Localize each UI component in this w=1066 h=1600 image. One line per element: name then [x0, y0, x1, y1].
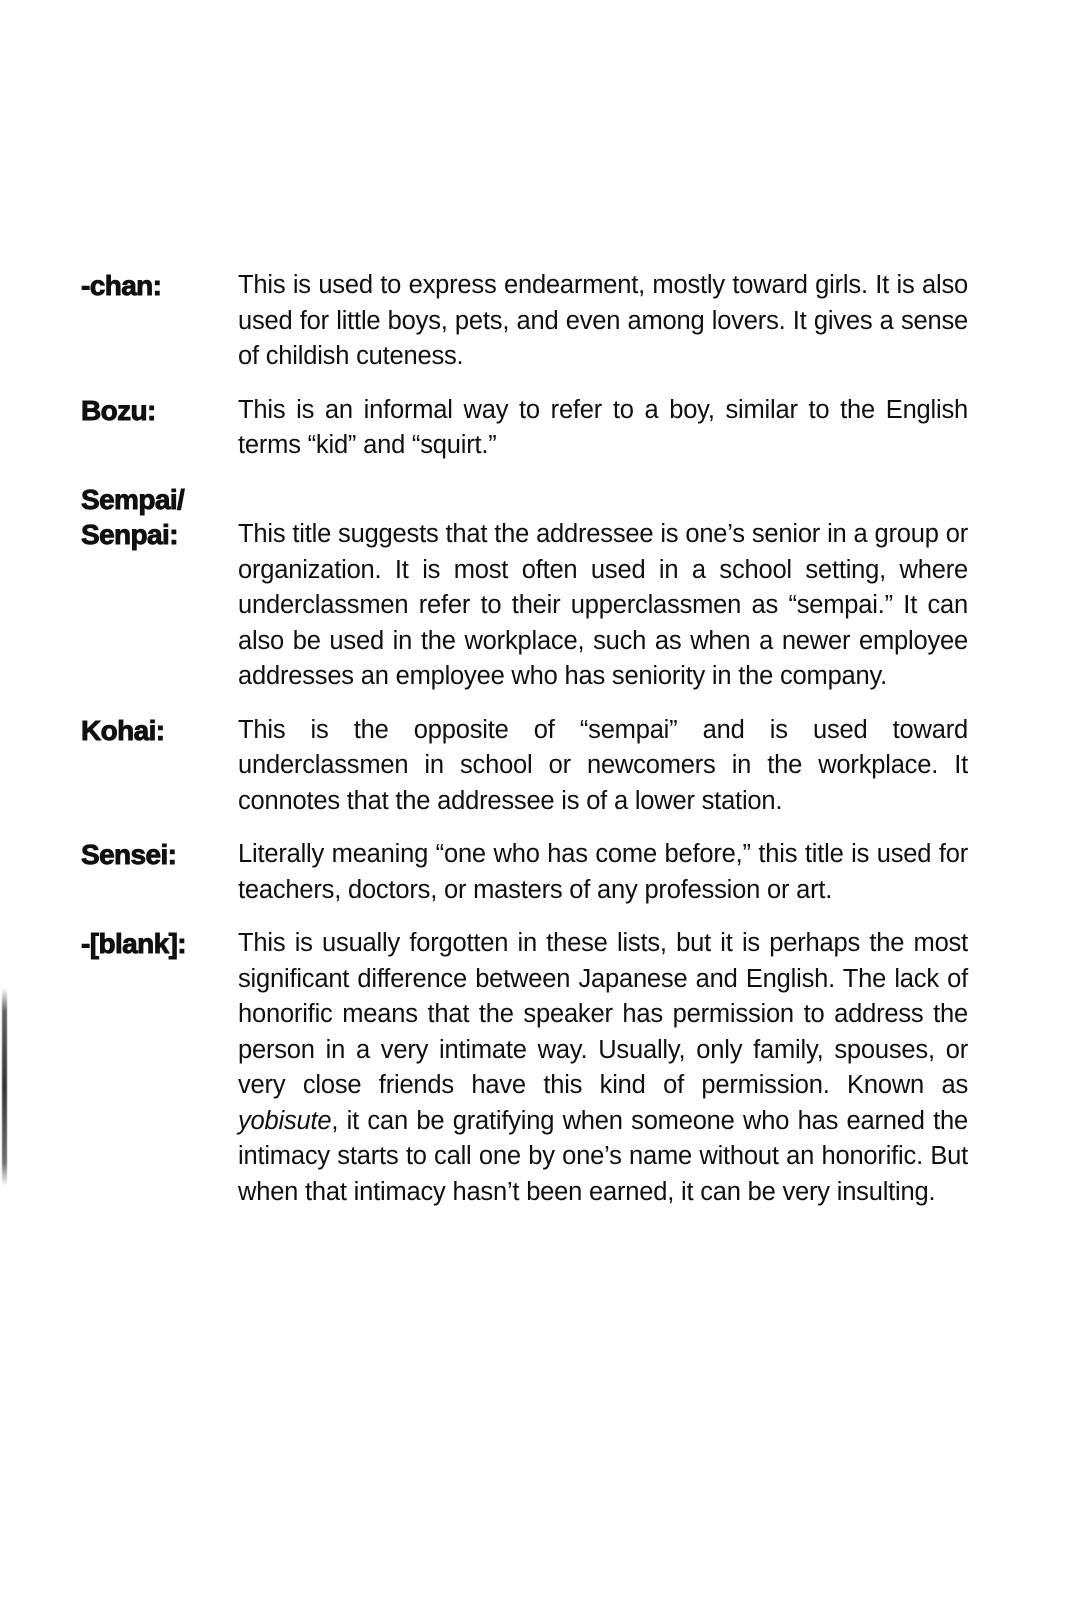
term-definition: This is an informal way to refer to a boy, similar to the English terms “kid” and “squirt.”: [238, 395, 968, 459]
term-label-line1: Sempai/: [81, 483, 185, 515]
definition-segment: This is usually forgotten in these lists, but it is perhaps the most significant difference between Japanese and English. The lack of honorific means that the speaker has permission to address the person in a very intimate way. Usually, only family, spouses, or very close friends have this kind of permission. Known as: [238, 929, 968, 1099]
term-label: -chan:: [81, 270, 162, 301]
term-definition: This is used to express endearment, mostly toward girls. It is also used for little boys, pets, and even among lovers. It gives a sense of childish cuteness.: [238, 271, 968, 370]
term-label: Kohai:: [81, 714, 165, 746]
glossary-entry-bozu: [81, 393, 968, 464]
term-definition: Literally meaning “one who has come before,” this title is used for teachers, doctors, or masters of any profession or art.: [238, 840, 968, 904]
glossary-entry-kohai: [81, 713, 968, 820]
term-label: Sensei:: [81, 839, 177, 870]
definition-segment-italic: yobisute: [238, 1106, 332, 1135]
term-label-line2: Senpai:: [81, 519, 178, 550]
term-definition: [238, 926, 968, 1210]
honorifics-glossary: [81, 268, 968, 1228]
glossary-entry-sempai: [81, 482, 968, 695]
glossary-entry-sensei: [81, 837, 968, 908]
term-definition: This title suggests that the addressee is one’s senior in a group or organization. It is most often used in a school setting, where underclassmen refer to their upperclassmen as “sempai.” It can also be used in the workplace, such as when a newer employee addresses an employee who has seniority in the company.: [238, 520, 968, 690]
scan-smudge-artifact: [2, 988, 7, 1186]
term-label: [81, 482, 238, 553]
definition-segment: , it can be gratifying when someone who has earned the intimacy starts to call one by one’s name without an honorific. But when that intimacy hasn’t been earned, it can be very insulting.: [238, 1106, 968, 1206]
term-definition: This is the opposite of “sempai” and is used toward underclassmen in school or newcomers in the workplace. It connotes that the addressee is of a lower station.: [238, 715, 968, 815]
glossary-entry-blank: [81, 926, 968, 1210]
term-label: -[blank]:: [81, 928, 187, 959]
glossary-entry-chan: [81, 268, 968, 375]
term-label: Bozu:: [81, 394, 156, 426]
